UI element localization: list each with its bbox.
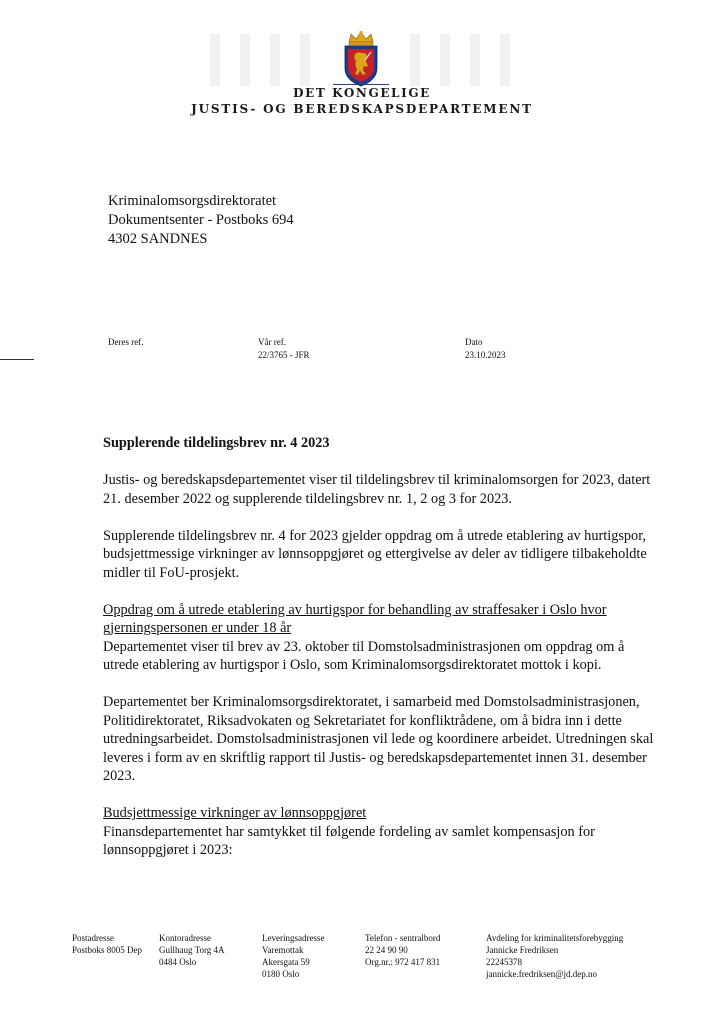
footer-avdeling-email[interactable]: jannicke.fredriksen@jd.dep.no [486,969,598,979]
recipient-address [108,192,294,249]
ref-date-label: Dato [465,337,483,347]
recipient-line1: Kriminalomsorgsdirektoratet [108,193,277,209]
footer-leveringsadresse-line1: Varemottak [262,945,304,955]
recipient-line2: Dokumentsenter - Postboks 694 [108,212,294,228]
paragraph-1: Justis- og beredskapsdepartementet viser til tildelingsbrev til kriminalomsorgen for 2023, datert 21. desember 2022 og supplerende tildelingsbrev nr. 1, 2 og 3 for 2023. [103,472,651,507]
footer-telefon-line1: 22 24 90 90 [365,945,408,955]
footer-leveringsadresse-label: Leveringsadresse [262,933,325,943]
section-heading-lonnsoppgjor: Budsjettmessige virkninger av lønnsoppgjøret [103,805,367,821]
ref-deres [108,336,143,349]
footer-leveringsadresse-line2: Akersgata 59 [262,957,310,967]
fold-mark [0,359,34,360]
footer-kontoradresse-line1: Gullhaug Torg 4A [159,945,225,955]
footer-kontoradresse-label: Kontoradresse [159,933,211,943]
letter-title: Supplerende tildelingsbrev nr. 4 2023 [103,435,330,451]
paragraph-3: Departementet viser til brev av 23. oktober til Domstolsadministrasjonen om oppdrag om å utrede etablering av hurtigspor i Oslo, som Kriminalomsorgsdirektoratet mottok i kopi. [103,638,625,673]
paragraph-2: Supplerende tildelingsbrev nr. 4 for 2023 gjelder oppdrag om å utrede etablering av hurtigspor, budsjettmessige virkninger av lønnsoppgjøret og ettergivelse av deler av tidligere tilbakeholdte midler til FoU-prosjekt. [103,527,647,581]
ref-var-value: 22/3765 - JFR [258,350,310,360]
section-heading-hurtigspor: Oppdrag om å utrede etablering av hurtigspor for behandling av straffesaker i Oslo hvor gjerningspersonen er under 18 år [103,601,607,636]
footer-leveringsadresse-line3: 0180 Oslo [262,969,300,979]
footer-postadresse-label: Postadresse [72,933,114,943]
footer-avdeling-label: Avdeling for kriminalitetsforebygging [486,933,624,943]
recipient-line3: 4302 SANDNES [108,231,208,247]
footer-kontoradresse [159,932,225,968]
footer-postadresse-line1: Postboks 8005 Dep [72,945,143,955]
ref-deres-label: Deres ref. [108,337,144,347]
footer-telefon-label: Telefon - sentralbord [365,933,441,943]
footer-kontoradresse-line2: 0484 Oslo [159,957,197,967]
footer-telefon-line2: Org.nr.: 972 417 831 [365,957,441,967]
ref-var-label: Vår ref. [258,337,286,347]
footer-leveringsadresse [262,932,324,980]
letterhead-line2: JUSTIS- OG BEREDSKAPSDEPARTEMENT [191,102,533,116]
paragraph-5: Finansdepartementet har samtykket til følgende fordeling av samlet kompensasjon for lønnsoppgjøret i 2023: [103,823,595,858]
footer-telefon [365,932,440,968]
footer-avdeling [486,932,623,980]
footer-postadresse [72,932,142,956]
ref-date [465,336,506,362]
letter-body [103,434,663,878]
ref-date-value: 23.10.2023 [465,350,506,360]
crest-divider [333,84,389,85]
paragraph-4: Departementet ber Kriminalomsorgsdirektoratet, i samarbeid med Domstolsadministrasjonen, Politidirektoratet, Riksadvokaten og Sekretariatet for konfliktrådene, om å bidra inn i dette utredningsarbeidet. Domstolsadministrasjonen vil lede og koordinere arbeidet. Utredningen skal leveres i form av en skriftlig rapport til Justis- og beredskapsdepartementet innen 31. desember 2023. [103,694,654,784]
footer-avdeling-line2: 22245378 [486,957,522,967]
letterhead-line1: DET KONGELIGE [293,86,431,100]
footer-avdeling-line1: Jannicke Fredriksen [486,945,559,955]
ref-var [258,336,310,362]
coat-of-arms-icon [337,30,385,88]
